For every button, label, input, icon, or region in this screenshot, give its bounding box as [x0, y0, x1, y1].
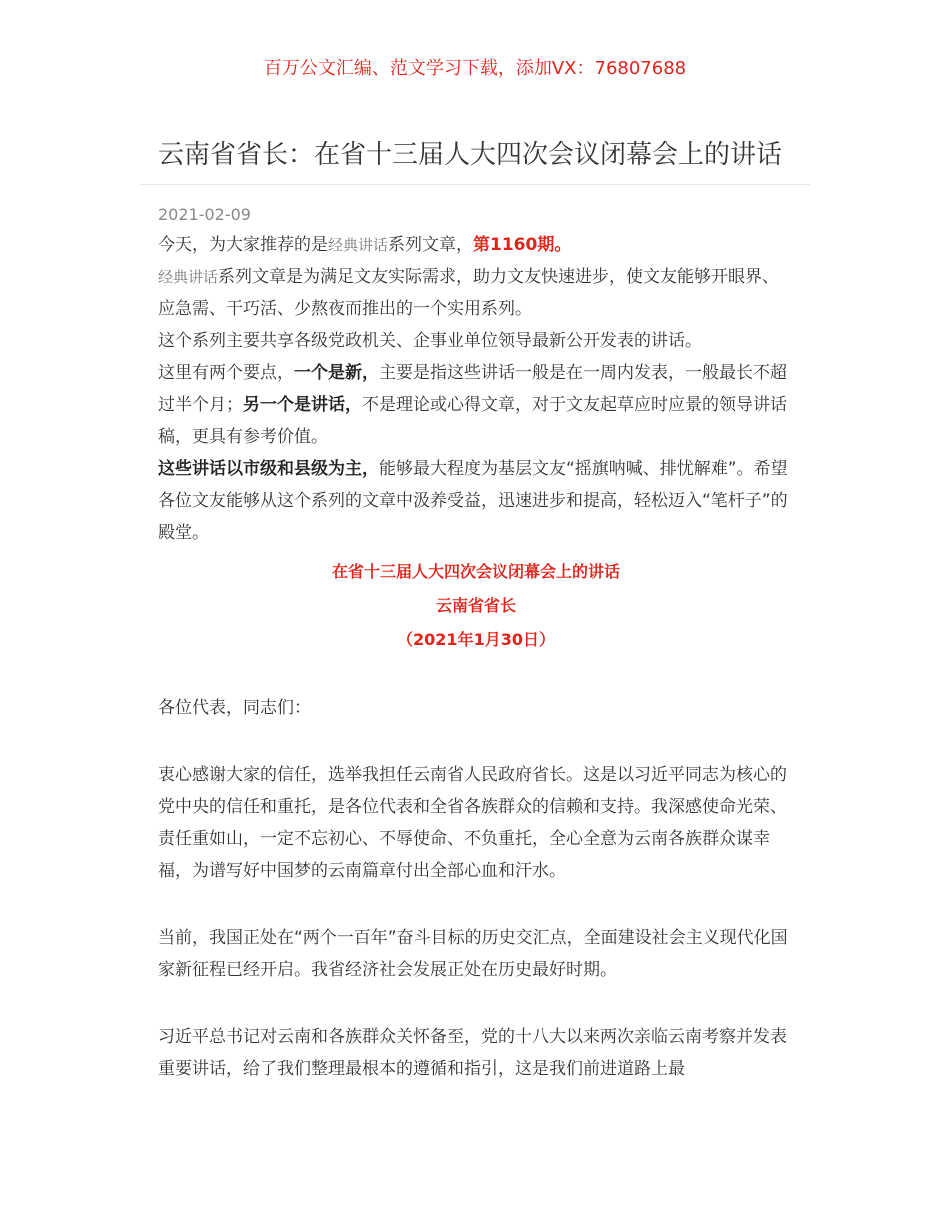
speech-salutation: 各位代表，同志们：	[158, 698, 311, 718]
speech-paragraph-3: 习近平总书记对云南和各族群众关怀备至，党的十八大以来两次亲临云南考察并发表重要讲话，给了我们整理最根本的遵循和指引，这是我们前进道路上最	[158, 1027, 787, 1079]
intro-paragraph-4	[158, 357, 794, 453]
intro-text: 系列文章是为满足文友实际需求，助力文友快速进步，使文友能够开眼界、应急需、干巧活、少熬夜而推出的一个实用系列。	[158, 267, 780, 319]
intro-text: 今天，为大家推荐的是	[158, 235, 328, 255]
title-divider	[140, 184, 810, 185]
speech-heading: 在省十三届人大四次会议闭幕会上的讲话	[331, 562, 620, 581]
intro-paragraph-5	[158, 453, 794, 549]
spacer	[158, 887, 794, 922]
intro-text: 能够最大程度为基层文友“摇旗呐喊、排忧解难”。希望各位文友能够从这个系列的文章中汲养受益，迅速进步和提高，轻松迈入“笔杆子”的殿堂。	[158, 459, 788, 543]
emphasis-text: 一个是新，	[294, 363, 379, 383]
spacer	[158, 724, 794, 759]
speech-paragraph-1: 衷心感谢大家的信任，选举我担任云南省人民政府省长。这是以习近平同志为核心的党中央的信任和重托，是各位代表和全省各族群众的信赖和支持。我深感使命光荣、责任重如山，一定不忘初心、不辱使命、不负重托，全心全意为云南各族群众谋幸福，为谱写好中国梦的云南篇章付出全部心血和汗水。	[158, 765, 787, 881]
publish-date: 2021-02-09	[158, 205, 251, 224]
intro-paragraph-3: 这个系列主要共享各级党政机关、企事业单位领导最新公开发表的讲话。	[158, 331, 702, 351]
issue-number: 第1160期。	[473, 235, 572, 255]
speech-speaker: 云南省省长	[435, 596, 516, 615]
series-name: 经典讲话	[158, 268, 219, 286]
promo-banner: 百万公文汇编、范文学习下载，添加VX：76807688	[263, 58, 687, 79]
intro-text: 系列文章，	[388, 235, 474, 255]
series-name: 经典讲话	[328, 236, 389, 254]
intro-text: 主要是指这些讲话一般是在一周内发表，一般最长不超过半个月；	[158, 363, 787, 415]
intro-paragraph-2	[158, 261, 794, 325]
intro-text: 这里有两个要点，	[158, 363, 294, 383]
article-body	[158, 229, 794, 1085]
emphasis-text: 另一个是讲话，	[243, 395, 362, 415]
speech-paragraph-2: 当前，我国正处在“两个一百年”奋斗目标的历史交汇点，全面建设社会主义现代化国家新征程已经开启。我省经济社会发展正处在历史最好时期。	[158, 928, 788, 980]
spacer	[158, 986, 794, 1021]
intro-paragraph-1	[158, 229, 794, 261]
article-title: 云南省省长：在省十三届人大四次会议闭幕会上的讲话	[158, 140, 783, 170]
intro-text: 不是理论或心得文章，对于文友起草应时应景的领导讲话稿，更具有参考价值。	[158, 395, 787, 447]
spacer	[158, 657, 794, 692]
emphasis-text: 这些讲话以市级和县级为主，	[158, 459, 379, 479]
speech-date: （2021年1月30日）	[397, 630, 555, 649]
